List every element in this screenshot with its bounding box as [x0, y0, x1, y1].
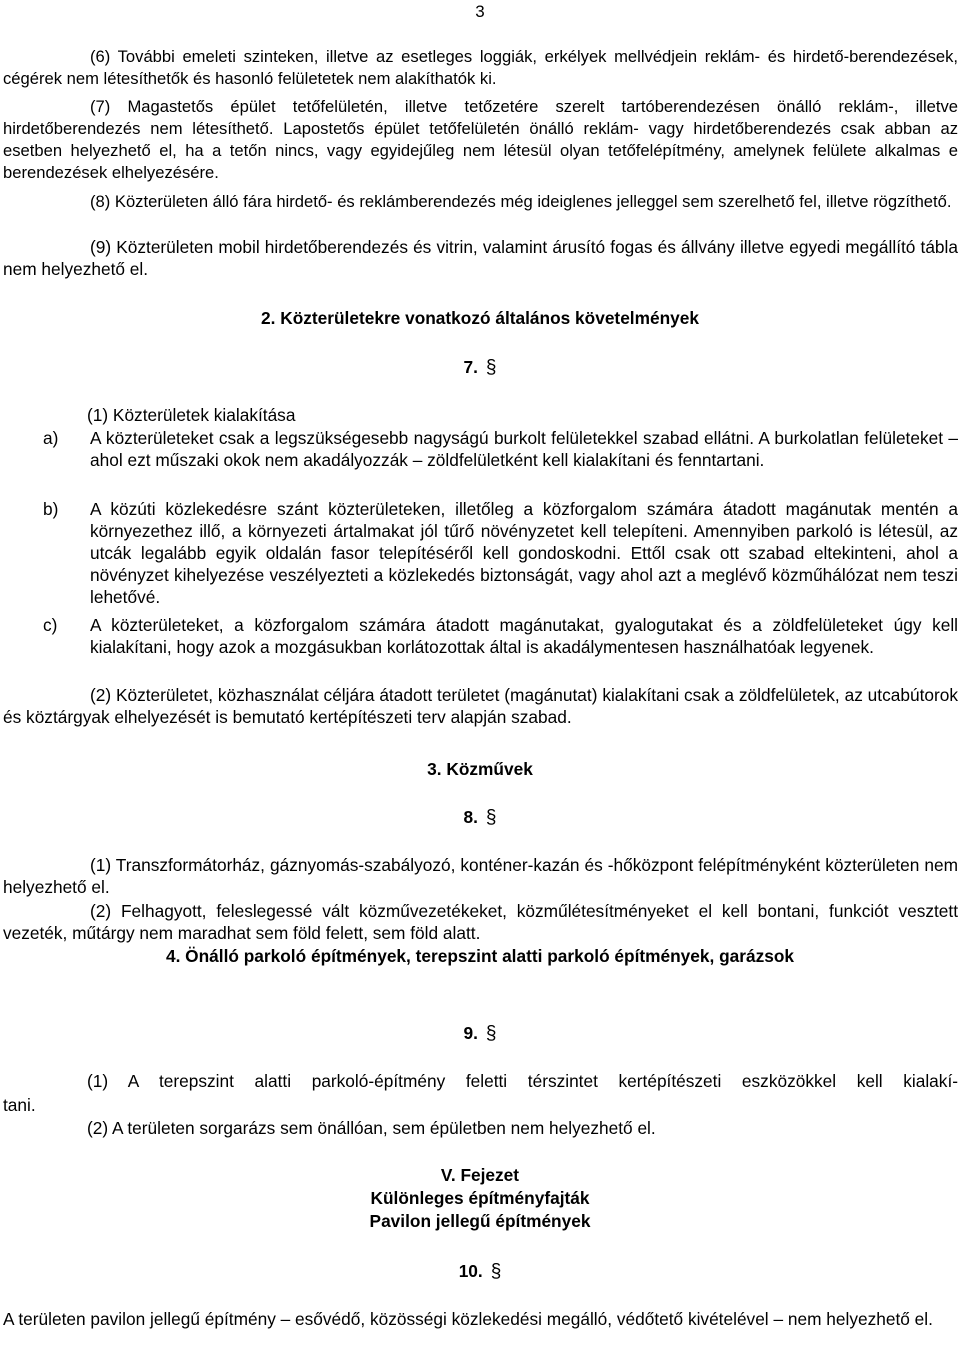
section-number: 10.: [458, 1261, 483, 1281]
paragraph-sign-icon: §: [485, 807, 497, 828]
paragraph-9: (9) Közterületen mobil hirdetőberendezés és vitrin, valamint árusító fogas és állvány illetve egyedi megállító tábla nem helyezhető el.: [3, 237, 958, 279]
chapter-subtitle: Különleges építményfajták: [370, 1188, 590, 1208]
paragraph-1: (1) Transzformátorház, gáznyomás-szabályozó, konténer-kazán és -hőközpont felépítményként közterületen nem helyezhető el.: [3, 855, 958, 897]
list-item-label: a): [43, 428, 59, 448]
page-number: 3: [475, 2, 485, 21]
section-7-number: [0, 356, 960, 379]
paragraph-8: (8) Közterületen álló fára hirdető- és reklámberendezés még ideiglenes jelleggel sem szerelhető fel, illetve rögzíthető.: [90, 192, 952, 211]
paragraph-sign-icon: §: [485, 1023, 497, 1044]
paragraph-sign-icon: §: [490, 1261, 502, 1282]
section-4-heading: 4. Önálló parkoló építmények, terepszint alatti parkoló építmények, garázsok: [165, 946, 795, 966]
paragraph-sign-icon: §: [485, 357, 497, 378]
section-number: 9.: [463, 1023, 478, 1043]
paragraph: A területen pavilon jellegű építmény – esővédő, közösségi közlekedési megálló, védőtető kivételével – nem helyezhető el.: [3, 1309, 933, 1329]
list-item-label: c): [43, 615, 58, 635]
list-item-text: A közúti közlekedésre szánt közterületeken, illetőleg a közforgalom számára átadott magánutak mentén a környezethez illő, a környezeti ártalmakat jól tűrő növényzetet kell telepíteni. Amennyiben parkoló is létesül, az utcák legalább egyik oldalán fasor telepítéséről kell gondoskodni. Ettől csak ott szabad eltekinteni, ahol a növényzet kihelyezése veszélyezteti a közlekedés biztonságát, vagy ahol azt a meglévő közműhálózat nem teszi lehetővé.: [90, 499, 958, 607]
section-number: 8.: [463, 807, 478, 827]
paragraph-2: (2) A területen sorgarázs sem önállóan, sem épületben nem helyezhető el.: [87, 1118, 656, 1138]
section-2-heading: 2. Közterületekre vonatkozó általános követelmények: [261, 308, 699, 328]
paragraph-6: (6) További emeleti szinteken, illetve az esetleges loggiák, erkélyek mellvédjein reklám- és hirdető-berendezések, cégérek nem létesíthetők és hasonló felületetek nem alakíthatók ki.: [3, 47, 958, 88]
paragraph-2: (2) Felhagyott, feleslegessé vált közművezetékeket, közműlétesítményeket el kell bontani, funkciót vesztett vezeték, műtárgy nem maradhat sem föld felett, sem föld alatt.: [3, 901, 958, 943]
list-item-label: b): [43, 499, 59, 519]
paragraph-7: (7) Magastetős épület tetőfelületén, illetve tetőzetére szerelt tartóberendezésen önálló reklám-, illetve hirdetőberendezés nem létesíthető. Lapostetős épület tetőfelületén önálló reklám- vagy hirdetőberendezés csak abban az esetben helyezhető el, ha a tetőn nincs, vagy egyidejűleg nem létesül olyan tetőfelépítmény, amelynek felülete alkalmas e berendezések elhelyezésére.: [3, 97, 958, 182]
paragraph-1-continuation: tani.: [3, 1095, 36, 1115]
section-8-number: [0, 806, 960, 829]
list-item-text: A közterületeket csak a legszükségesebb nagyságú burkolt felületekkel szabad ellátni. A burkolatlan felületeket – ahol ezt műszaki okok nem akadályozzák – zöldfelületként kell kialakítani és fenntartani.: [90, 428, 958, 470]
subsection-title: (1) Közterületek kialakítása: [87, 405, 296, 425]
section-9-number: [0, 1022, 960, 1045]
chapter-subtitle: Pavilon jellegű építmények: [369, 1211, 591, 1231]
section-number: 7.: [463, 357, 478, 377]
paragraph-1: (1) A terepszint alatti parkoló-építmény feletti térszintet kertépítészeti eszközökkel kell kialakí-: [87, 1071, 958, 1091]
list-item-text: A közterületeket, a közforgalom számára átadott magánutakat, gyalogutakat és a zöldfelületeket úgy kell kialakítani, hogy azok a mozgásukban korlátozottak által is akadálymentesen használhatóak legyenek.: [90, 615, 958, 657]
paragraph-2: (2) Közterületet, közhasználat céljára átadott területet (magánutat) kialakítani csak a zöldfelületek, az utcabútorok és köztárgyak elhelyezését is bemutató kertépítészeti terv alapján szabad.: [3, 685, 958, 727]
section-3-heading: 3. Közművek: [427, 759, 533, 779]
section-10-number: [0, 1260, 960, 1283]
chapter-title: V. Fejezet: [440, 1165, 520, 1185]
